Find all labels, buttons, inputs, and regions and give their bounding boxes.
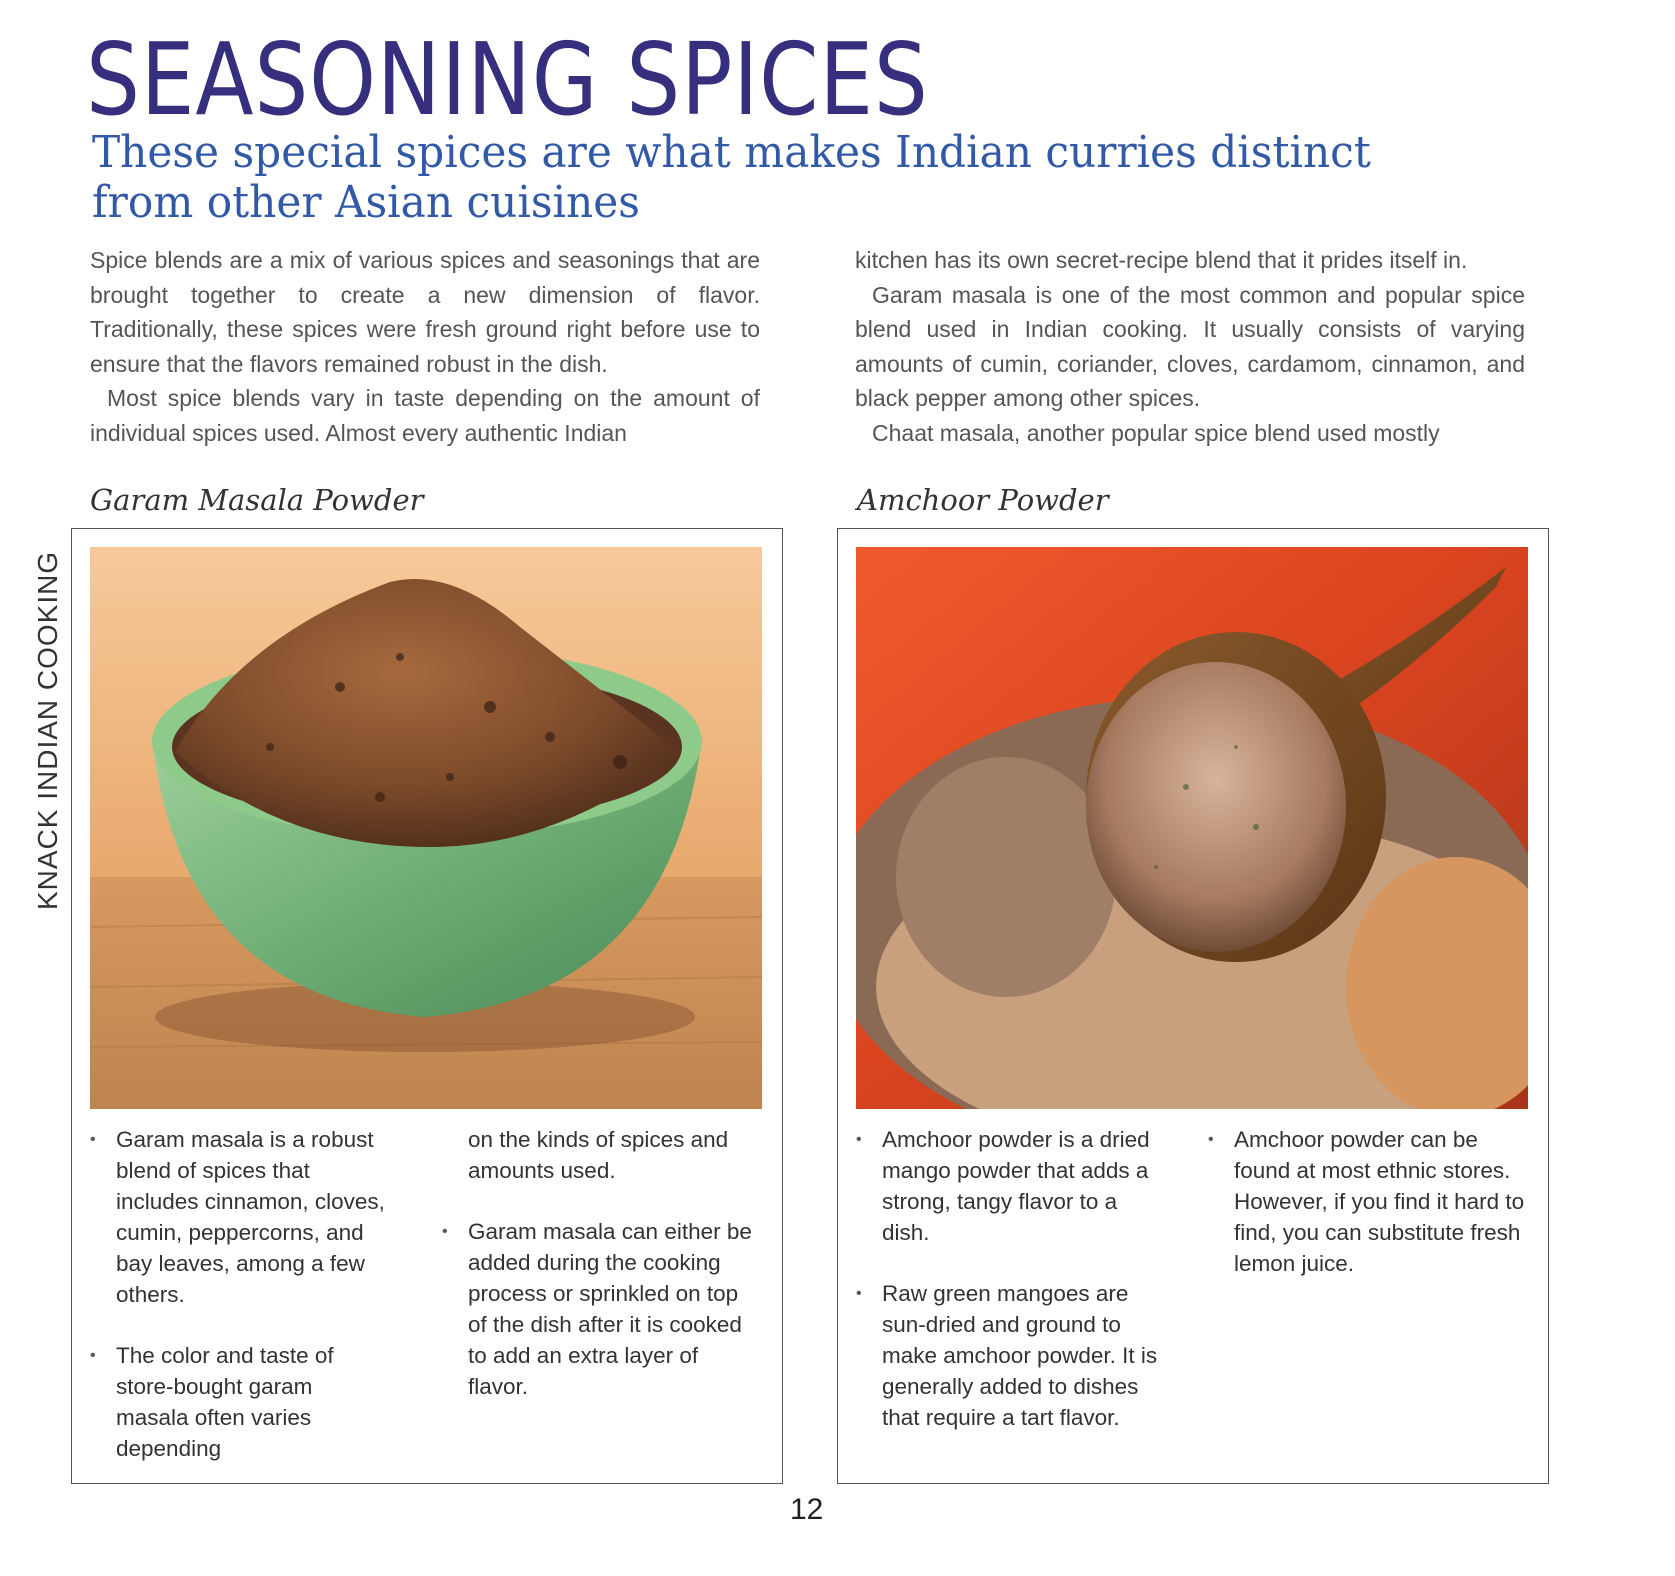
intro-paragraph: kitchen has its own secret-recipe blend that it prides itself in. <box>855 247 1468 273</box>
page-title: SEASONING SPICES <box>86 21 929 138</box>
photo-caption-garam-masala: Garam Masala Powder <box>90 483 424 517</box>
intro-column-right <box>855 243 1525 450</box>
list-item: • Garam masala can either be added during the cooking process or sprinkled on top of the dish after it is cooked to add an extra layer of flavor. <box>442 1216 762 1402</box>
intro-paragraph: Garam masala is one of the most common and popular spice blend used in Indian cooking. It usually consists of varying amounts of cumin, coriander, cloves, cardamom, cinnamon, and black pepper among other spices. <box>855 281 1525 411</box>
list-item: • Amchoor powder can be found at most ethnic stores. However, if you find it hard to find, you can substitute fresh lemon juice. <box>1208 1124 1528 1279</box>
list-item: on the kinds of spices and amounts used. <box>468 1127 729 1183</box>
intro-paragraph: Most spice blends vary in taste depending on the amount of individual spices used. Almost every authentic Indian <box>90 385 760 446</box>
book-side-label: KNACK INDIAN COOKING <box>32 550 63 910</box>
intro-paragraph: Spice blends are a mix of various spices and seasonings that are brought together to create a new dimension of flavor. Traditionally, these spices were fresh ground right before use to ensure that the flavors remained robust in the dish. <box>90 247 760 377</box>
garam-masala-notes-column-2 <box>442 1124 762 1402</box>
garam-masala-photo <box>90 547 762 1109</box>
amchoor-photo <box>856 547 1528 1109</box>
list-item: • Garam masala is a robust blend of spices that includes cinnamon, cloves, cumin, peppercorns, and bay leaves, among a few others. <box>90 1124 390 1310</box>
garam-masala-notes-column-1 <box>90 1124 390 1464</box>
amchoor-panel <box>837 528 1549 1484</box>
amchoor-notes-column-1 <box>856 1124 1166 1433</box>
intro-paragraph: Chaat masala, another popular spice blend used mostly <box>872 419 1440 446</box>
list-item: • Raw green mangoes are sun-dried and ground to make amchoor powder. It is generally added to dishes that require a tart flavor. <box>856 1278 1166 1433</box>
intro-column-left <box>90 243 760 450</box>
page-number: 12 <box>790 1493 824 1526</box>
garam-masala-panel <box>71 528 783 1484</box>
list-item: • The color and taste of store-bought garam masala often varies depending <box>90 1340 390 1464</box>
list-item: • Amchoor powder is a dried mango powder that adds a strong, tangy flavor to a dish. <box>856 1124 1166 1248</box>
photo-caption-amchoor: Amchoor Powder <box>857 483 1109 517</box>
page-subtitle: These special spices are what makes Indian curries distinct from other Asian cuisines <box>92 127 1371 228</box>
amchoor-notes-column-2 <box>1208 1124 1528 1279</box>
